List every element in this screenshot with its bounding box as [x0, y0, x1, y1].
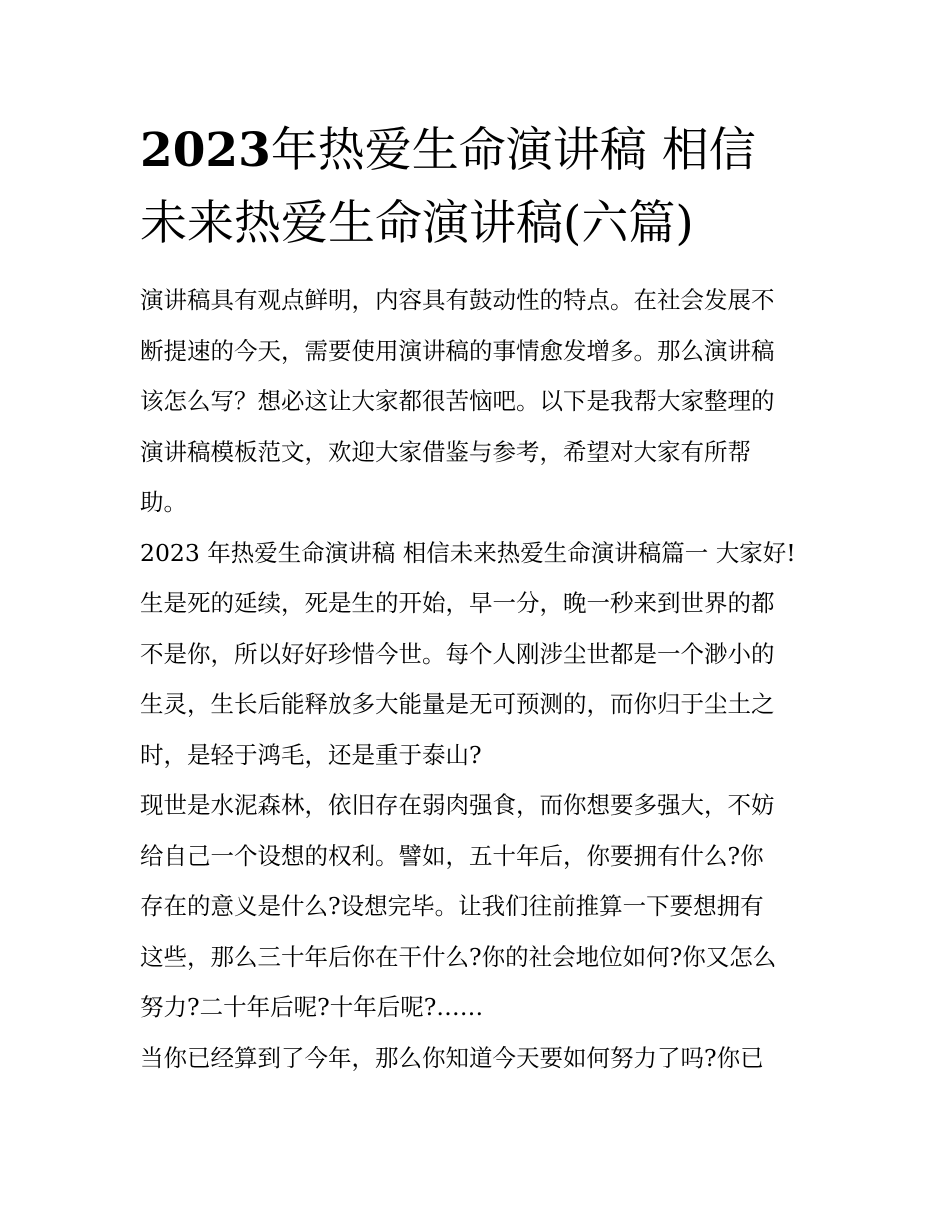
text-line: 演讲稿模板范文，欢迎大家借鉴与参考，希望对大家有所帮: [140, 437, 751, 466]
text-line: 断提速的今天，需要使用演讲稿的事情愈发增多。那么演讲稿: [140, 336, 775, 365]
text-line: 2023 年热爱生命演讲稿 相信未来热爱生命演讲稿篇一 大家好!: [140, 538, 796, 567]
text-line: 生灵，生长后能释放多大能量是无可预测的，而你归于尘土之: [140, 690, 775, 718]
text-line: 不是你，所以好好珍惜今世。每个人刚涉尘世都是一个渺小的: [140, 639, 775, 668]
title-line2: 未来热爱生命演讲稿(六篇): [140, 196, 694, 251]
document-body: [140, 275, 820, 1083]
text-line: 生是死的延续，死是生的开始，早一分，晚一秒来到世界的都: [140, 589, 775, 617]
text-line: 现世是水泥森林，依旧存在弱肉强食，而你想要多强大，不妨: [140, 791, 775, 819]
text-line: 助。: [140, 488, 187, 516]
text-line: 存在的意义是什么?设想完毕。让我们往前推算一下要想拥有: [140, 892, 764, 920]
text-line: 给自己一个设想的权利。譬如，五十年后，你要拥有什么?你: [140, 841, 764, 870]
text-line: 该怎么写？想必这让大家都很苦恼吧。以下是我帮大家整理的: [140, 387, 775, 415]
title-year: 2023: [140, 123, 271, 178]
title-line1: 年热爱生命演讲稿 相信: [270, 123, 756, 178]
text-line: 当你已经算到了今年，那么你知道今天要如何努力了吗?你已: [140, 1043, 764, 1072]
document-title: [140, 114, 830, 260]
text-line: 这些，那么三十年后你在干什么?你的社会地位如何?你又怎么: [140, 942, 777, 971]
text-line: 时，是轻于鸿毛，还是重于泰山?: [140, 740, 482, 769]
text-line: 演讲稿具有观点鲜明，内容具有鼓动性的特点。在社会发展不: [140, 286, 775, 314]
text-line: 努力?二十年后呢?十年后呢?……: [140, 993, 484, 1021]
